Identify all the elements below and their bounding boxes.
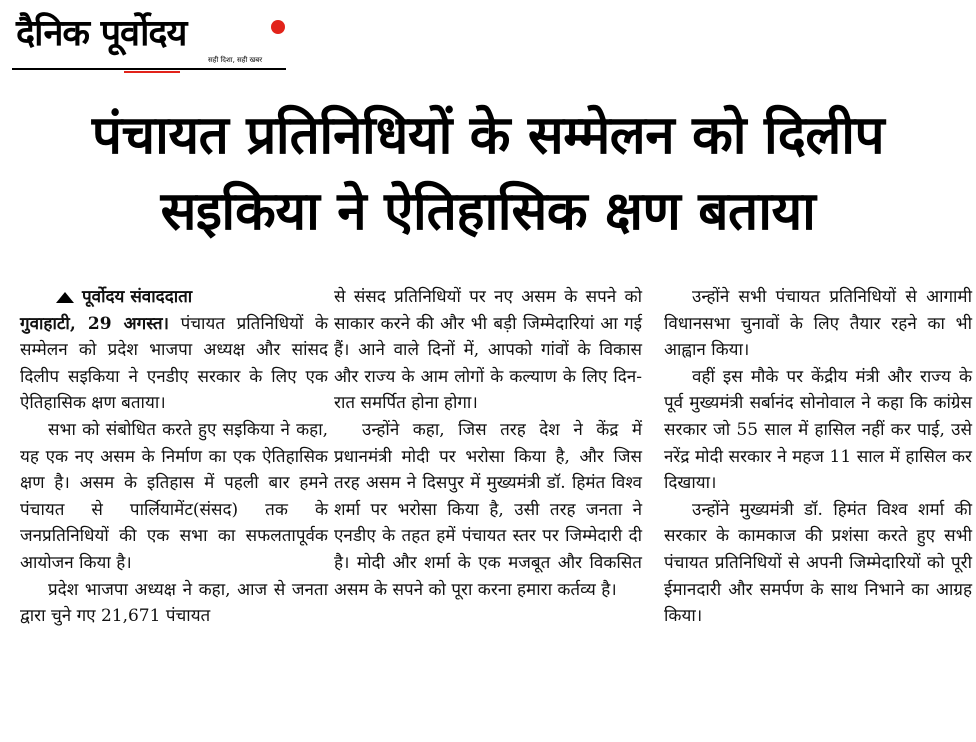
newspaper-logo: दैनिक पूर्वोदय <box>16 13 187 54</box>
byline-triangle-icon <box>56 292 74 303</box>
article-paragraph: उन्होंने सभी पंचायत प्रतिनिधियों से आगामी विधानसभा चुनावों के लिए तैयार रहने का भी आह्वान किया। <box>664 287 972 361</box>
masthead-tagline: सही दिशा, सही खबर <box>208 56 263 64</box>
article-paragraph: उन्होंने मुख्यमंत्री डॉ. हिमंत विश्व शर्मा की सरकार के कामकाज की प्रशंसा करते हुए सभी पंचायत प्रतिनिधियों से अपनी जिम्मेदारियों को पूरी ईमानदारी और समर्पण के साथ निभाने का आग्रह किया। <box>664 499 972 627</box>
article-paragraph: उन्होंने कहा, जिस तरह देश ने केंद्र में प्रधानमंत्री मोदी पर भरोसा किया है, और जिस तरह असम ने दिसपुर में मुख्यमंत्री डॉ. हिमंत विश्व शर्मा पर भरोसा किया है, उसी तरह जनता ने एनडीए के तहत हमें पंचायत स्तर पर जिम्मेदारी दी है। मोदी और शर्मा के एक मजबूत और विकसित असम के सपने को पूरा करना हमारा कर्तव्य है। <box>334 419 642 600</box>
article-paragraph: प्रदेश भाजपा अध्यक्ष ने कहा, आज से जनता द्वारा चुने गए 21,671 पंचायत <box>20 579 328 627</box>
paragraph-text: पंचायत प्रतिनिधियों के सम्मेलन को प्रदेश भाजपा अध्यक्ष और सांसद दिलीप सइकिया ने एनडीए सरकार के लिए एक ऐतिहासिक क्षण बताया। <box>20 313 329 414</box>
headline-line-2: सइकिया ने ऐतिहासिक क्षण बताया <box>160 181 816 242</box>
article-column-2 <box>334 284 642 603</box>
article-column-1 <box>20 284 328 630</box>
article-paragraph: वहीं इस मौके पर केंद्रीय मंत्री और राज्य के पूर्व मुख्यमंत्री सर्बानंद सोनोवाल ने कहा कि कांग्रेस सरकार जो 55 साल में हासिल नहीं कर पाई, उसे नरेंद्र मोदी सरकार ने महज 11 साल में हासिल कर दिखाया। <box>664 366 972 494</box>
logo-red-dot-icon <box>271 20 285 34</box>
masthead-accent-rule <box>124 71 180 73</box>
article-headline <box>0 98 976 250</box>
article-column-3 <box>664 284 972 630</box>
byline <box>20 284 328 311</box>
masthead <box>12 10 286 72</box>
byline-text: पूर्वोदय संवाददाता <box>82 287 193 307</box>
dateline: गुवाहाटी, 29 अगस्त। <box>20 313 169 334</box>
article-paragraph: सभा को संबोधित करते हुए सइकिया ने कहा, यह एक नए असम के निर्माण का एक ऐतिहासिक क्षण है। असम के इतिहास में पहली बार हमने पंचायत से पार्लियामेंट(संसद) तक के जनप्रतिनिधियों की एक सभा का सफलतापूर्वक आयोजन किया है। <box>20 419 328 573</box>
masthead-rule <box>12 68 286 70</box>
article-paragraph <box>20 311 328 417</box>
headline-line-1: पंचायत प्रतिनिधियों के सम्मेलन को दिलीप <box>91 105 885 166</box>
article-paragraph: से संसद प्रतिनिधियों पर नए असम के सपने को साकार करने की और भी बड़ी जिम्मेदारियां आ गई हैं। आने वाले दिनों में, आपको गांवों के विकास और राज्य के आम लोगों के कल्याण के लिए दिन-रात समर्पित होना होगा। <box>334 287 642 414</box>
